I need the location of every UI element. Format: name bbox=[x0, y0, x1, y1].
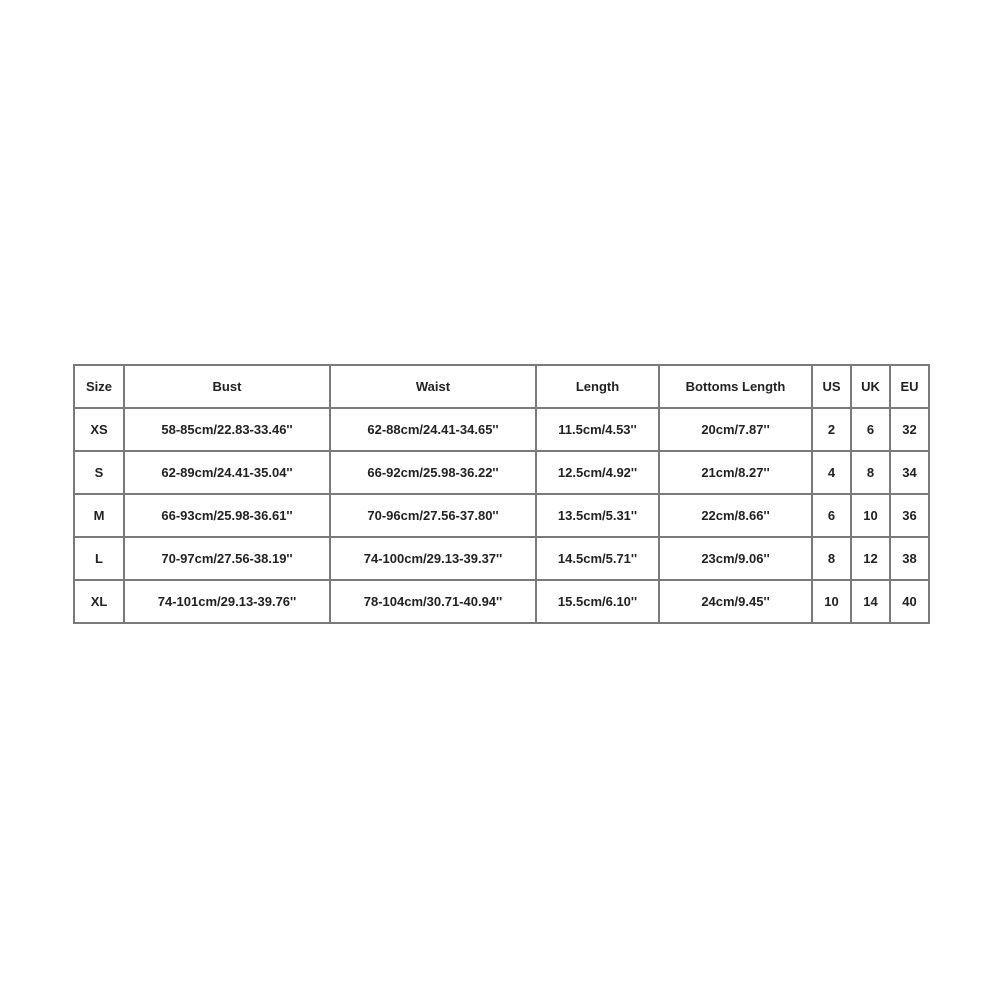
header-us: US bbox=[812, 365, 851, 408]
cell-uk: 6 bbox=[851, 408, 890, 451]
cell-bottoms-length: 20cm/7.87'' bbox=[659, 408, 812, 451]
header-row bbox=[74, 365, 929, 408]
size-chart-table bbox=[73, 364, 930, 624]
cell-eu: 40 bbox=[890, 580, 929, 623]
cell-length: 15.5cm/6.10'' bbox=[536, 580, 659, 623]
header-size: Size bbox=[74, 365, 124, 408]
header-eu: EU bbox=[890, 365, 929, 408]
cell-size: M bbox=[74, 494, 124, 537]
cell-length: 13.5cm/5.31'' bbox=[536, 494, 659, 537]
cell-eu: 34 bbox=[890, 451, 929, 494]
table-row bbox=[74, 494, 929, 537]
cell-us: 6 bbox=[812, 494, 851, 537]
cell-waist: 62-88cm/24.41-34.65'' bbox=[330, 408, 536, 451]
cell-bottoms-length: 24cm/9.45'' bbox=[659, 580, 812, 623]
header-length: Length bbox=[536, 365, 659, 408]
cell-uk: 12 bbox=[851, 537, 890, 580]
cell-length: 12.5cm/4.92'' bbox=[536, 451, 659, 494]
cell-uk: 8 bbox=[851, 451, 890, 494]
cell-bust: 58-85cm/22.83-33.46'' bbox=[124, 408, 330, 451]
cell-size: S bbox=[74, 451, 124, 494]
table-row bbox=[74, 537, 929, 580]
cell-bottoms-length: 23cm/9.06'' bbox=[659, 537, 812, 580]
cell-waist: 74-100cm/29.13-39.37'' bbox=[330, 537, 536, 580]
table-row bbox=[74, 451, 929, 494]
cell-bottoms-length: 22cm/8.66'' bbox=[659, 494, 812, 537]
cell-uk: 10 bbox=[851, 494, 890, 537]
cell-bust: 70-97cm/27.56-38.19'' bbox=[124, 537, 330, 580]
table-row bbox=[74, 408, 929, 451]
cell-bottoms-length: 21cm/8.27'' bbox=[659, 451, 812, 494]
cell-eu: 36 bbox=[890, 494, 929, 537]
header-uk: UK bbox=[851, 365, 890, 408]
cell-uk: 14 bbox=[851, 580, 890, 623]
cell-eu: 38 bbox=[890, 537, 929, 580]
cell-waist: 66-92cm/25.98-36.22'' bbox=[330, 451, 536, 494]
header-bust: Bust bbox=[124, 365, 330, 408]
cell-bust: 62-89cm/24.41-35.04'' bbox=[124, 451, 330, 494]
cell-eu: 32 bbox=[890, 408, 929, 451]
cell-size: XL bbox=[74, 580, 124, 623]
cell-us: 2 bbox=[812, 408, 851, 451]
cell-bust: 66-93cm/25.98-36.61'' bbox=[124, 494, 330, 537]
header-bottoms-length: Bottoms Length bbox=[659, 365, 812, 408]
cell-us: 8 bbox=[812, 537, 851, 580]
header-waist: Waist bbox=[330, 365, 536, 408]
cell-bust: 74-101cm/29.13-39.76'' bbox=[124, 580, 330, 623]
cell-size: XS bbox=[74, 408, 124, 451]
cell-size: L bbox=[74, 537, 124, 580]
cell-us: 4 bbox=[812, 451, 851, 494]
table-row bbox=[74, 580, 929, 623]
cell-length: 11.5cm/4.53'' bbox=[536, 408, 659, 451]
cell-us: 10 bbox=[812, 580, 851, 623]
cell-length: 14.5cm/5.71'' bbox=[536, 537, 659, 580]
cell-waist: 78-104cm/30.71-40.94'' bbox=[330, 580, 536, 623]
cell-waist: 70-96cm/27.56-37.80'' bbox=[330, 494, 536, 537]
